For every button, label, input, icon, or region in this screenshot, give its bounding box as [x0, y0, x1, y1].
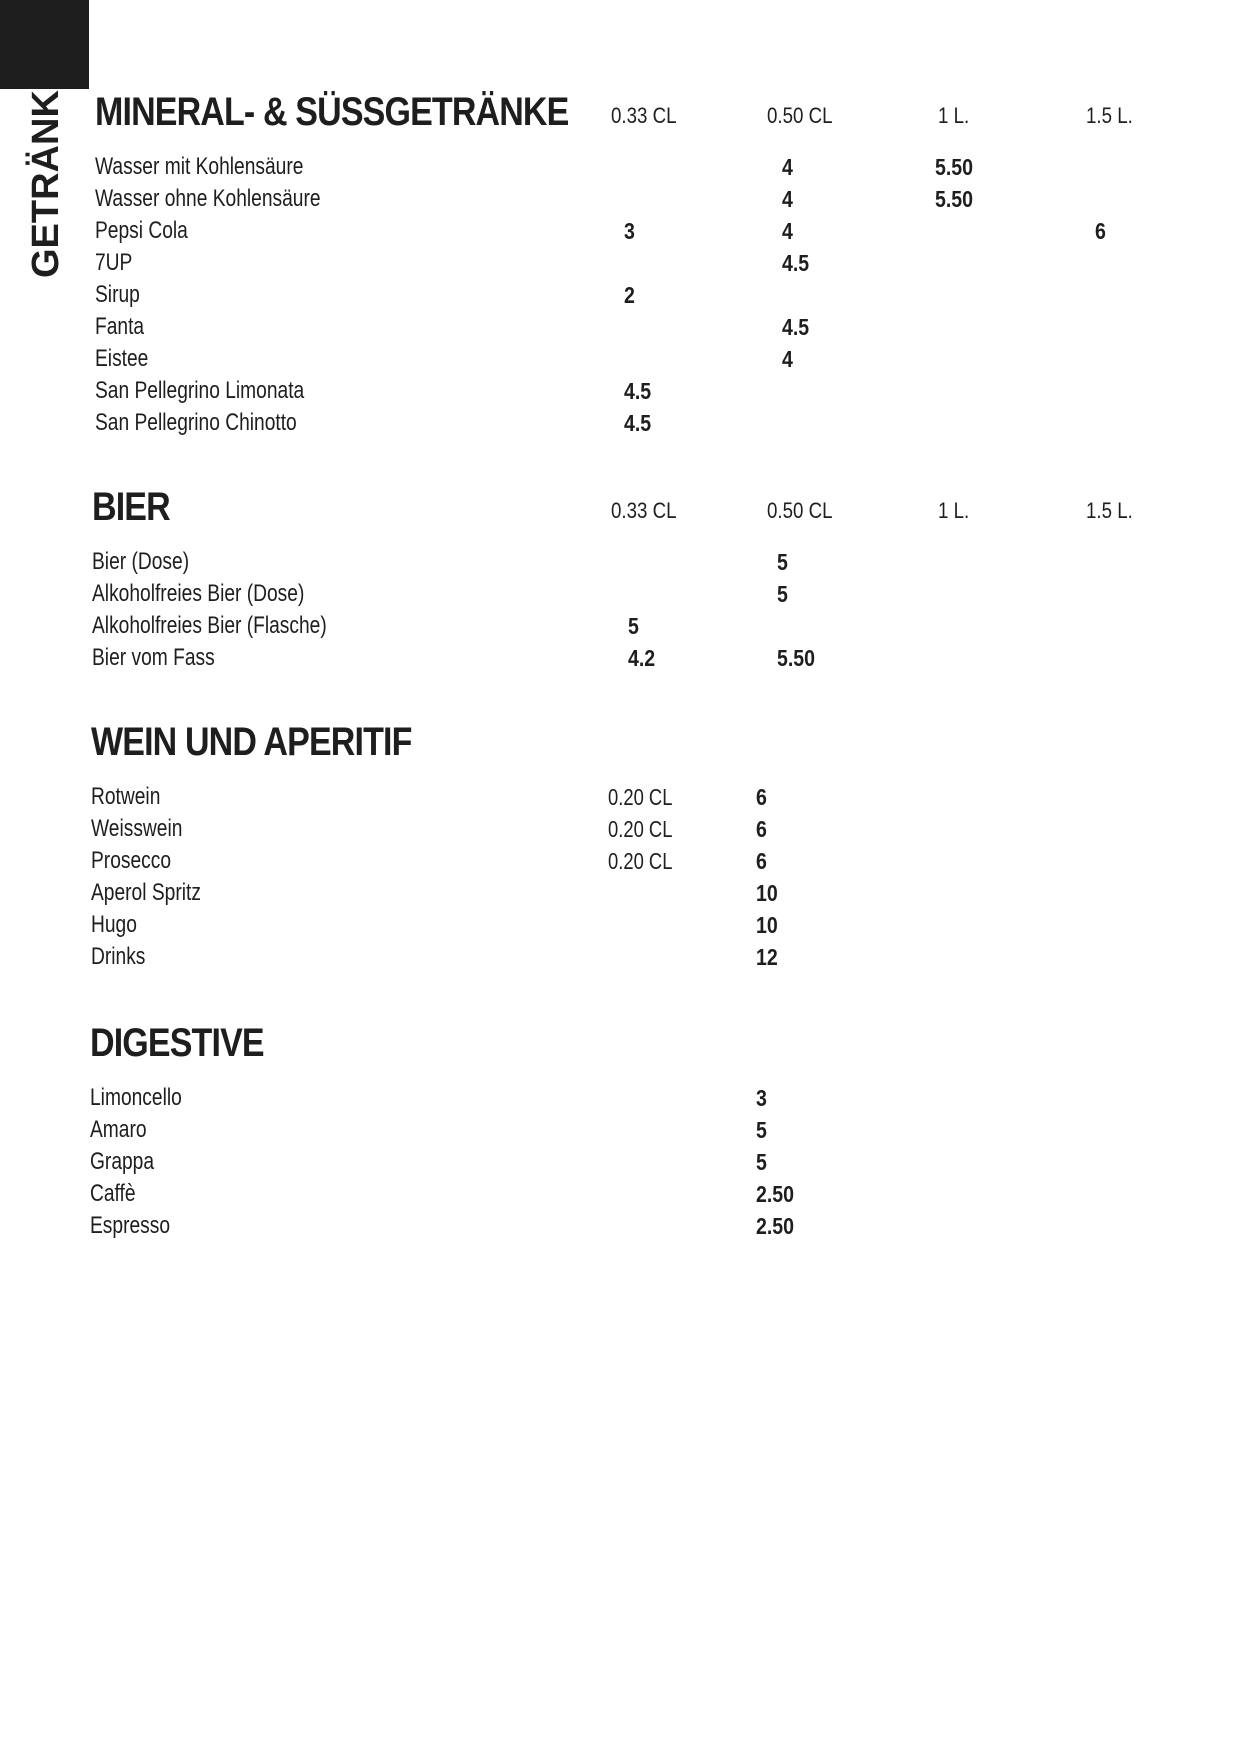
- price-1l: 5.50: [935, 154, 974, 180]
- column-header-1l: 1 L.: [938, 103, 970, 128]
- item-name: Espresso: [90, 1212, 171, 1239]
- item-price: 5: [756, 1149, 767, 1175]
- section-title: WEIN UND APERITIF: [91, 720, 412, 764]
- item-name: San Pellegrino Chinotto: [95, 409, 297, 436]
- menu-row: [92, 548, 1212, 576]
- price-050: 5.50: [777, 645, 816, 671]
- menu-row: [90, 1148, 1210, 1176]
- price-033: 2: [624, 282, 635, 308]
- menu-row: [92, 612, 1212, 640]
- item-name: Pepsi Cola: [95, 217, 188, 244]
- menu-row: [90, 1212, 1210, 1240]
- section-title: BIER: [92, 485, 170, 529]
- item-name: Limoncello: [90, 1084, 182, 1111]
- menu-row: [95, 409, 1215, 437]
- price-050: 5: [777, 549, 788, 575]
- price-050: 4: [782, 346, 793, 372]
- item-name: Alkoholfreies Bier (Flasche): [92, 612, 327, 639]
- menu-row: [91, 815, 1211, 843]
- price-033: 4.5: [624, 378, 652, 404]
- price-050: 5: [777, 581, 788, 607]
- column-header-033: 0.33 CL: [611, 103, 677, 128]
- menu-row: [90, 1116, 1210, 1144]
- menu-row: [95, 217, 1215, 245]
- item-size: 0.20 CL: [608, 848, 673, 874]
- item-name: Aperol Spritz: [91, 879, 201, 906]
- item-name: Wasser mit Kohlensäure: [95, 153, 304, 180]
- menu-row: [95, 345, 1215, 373]
- menu-row: [91, 879, 1211, 907]
- item-name: Grappa: [90, 1148, 155, 1175]
- menu-row: [91, 943, 1211, 971]
- column-header-050: 0.50 CL: [767, 103, 833, 128]
- menu-row: [92, 580, 1212, 608]
- section-title: DIGESTIVE: [90, 1021, 264, 1065]
- column-header-050: 0.50 CL: [767, 498, 833, 523]
- column-header-1l: 1 L.: [938, 498, 970, 523]
- price-033: 5: [628, 613, 639, 639]
- menu-row: [95, 249, 1215, 277]
- item-name: Caffè: [90, 1180, 136, 1207]
- item-price: 2.50: [756, 1181, 795, 1207]
- item-name: Weisswein: [91, 815, 183, 842]
- menu-row: [91, 911, 1211, 939]
- item-name: 7UP: [95, 249, 133, 276]
- price-033: 3: [624, 218, 635, 244]
- column-header-15l: 1.5 L.: [1086, 498, 1133, 523]
- price-033: 4.5: [624, 410, 652, 436]
- price-050: 4.5: [782, 314, 810, 340]
- price-050: 4.5: [782, 250, 810, 276]
- item-name: Bier vom Fass: [92, 644, 215, 671]
- item-price: 6: [756, 816, 767, 842]
- item-name: Wasser ohne Kohlensäure: [95, 185, 321, 212]
- item-name: Rotwein: [91, 783, 161, 810]
- menu-row: [95, 153, 1215, 181]
- section-mineral: [95, 92, 1215, 442]
- item-price: 12: [756, 944, 778, 970]
- price-050: 4: [782, 186, 793, 212]
- price-050: 4: [782, 218, 793, 244]
- menu-row: [92, 644, 1212, 672]
- item-name: Prosecco: [91, 847, 172, 874]
- section-title: MINERAL- & SÜSSGETRÄNKE: [95, 90, 569, 134]
- item-name: Hugo: [91, 911, 137, 938]
- item-size: 0.20 CL: [608, 816, 673, 842]
- column-header-15l: 1.5 L.: [1086, 103, 1133, 128]
- item-size: 0.20 CL: [608, 784, 673, 810]
- section-bier: [92, 487, 1212, 677]
- price-050: 4: [782, 154, 793, 180]
- item-price: 10: [756, 880, 778, 906]
- item-price: 6: [756, 848, 767, 874]
- price-033: 4.2: [628, 645, 656, 671]
- item-price: 6: [756, 784, 767, 810]
- side-label: GETRÄNKE: [25, 64, 67, 278]
- menu-row: [91, 847, 1211, 875]
- item-name: Fanta: [95, 313, 145, 340]
- item-name: Sirup: [95, 281, 140, 308]
- item-name: Alkoholfreies Bier (Dose): [92, 580, 305, 607]
- section-digestive: [90, 1023, 1210, 1243]
- item-name: San Pellegrino Limonata: [95, 377, 305, 404]
- item-name: Amaro: [90, 1116, 147, 1143]
- item-price: 5: [756, 1117, 767, 1143]
- item-name: Eistee: [95, 345, 149, 372]
- price-1l: 5.50: [935, 186, 974, 212]
- menu-row: [90, 1084, 1210, 1112]
- item-price: 3: [756, 1085, 767, 1111]
- menu-row: [91, 783, 1211, 811]
- menu-row: [95, 377, 1215, 405]
- menu-row: [95, 281, 1215, 309]
- section-wein: [91, 722, 1211, 982]
- column-header-033: 0.33 CL: [611, 498, 677, 523]
- item-price: 10: [756, 912, 778, 938]
- menu-row: [95, 185, 1215, 213]
- price-15l: 6: [1095, 218, 1106, 244]
- item-price: 2.50: [756, 1213, 795, 1239]
- menu-row: [90, 1180, 1210, 1208]
- menu-row: [95, 313, 1215, 341]
- item-name: Bier (Dose): [92, 548, 190, 575]
- item-name: Drinks: [91, 943, 146, 970]
